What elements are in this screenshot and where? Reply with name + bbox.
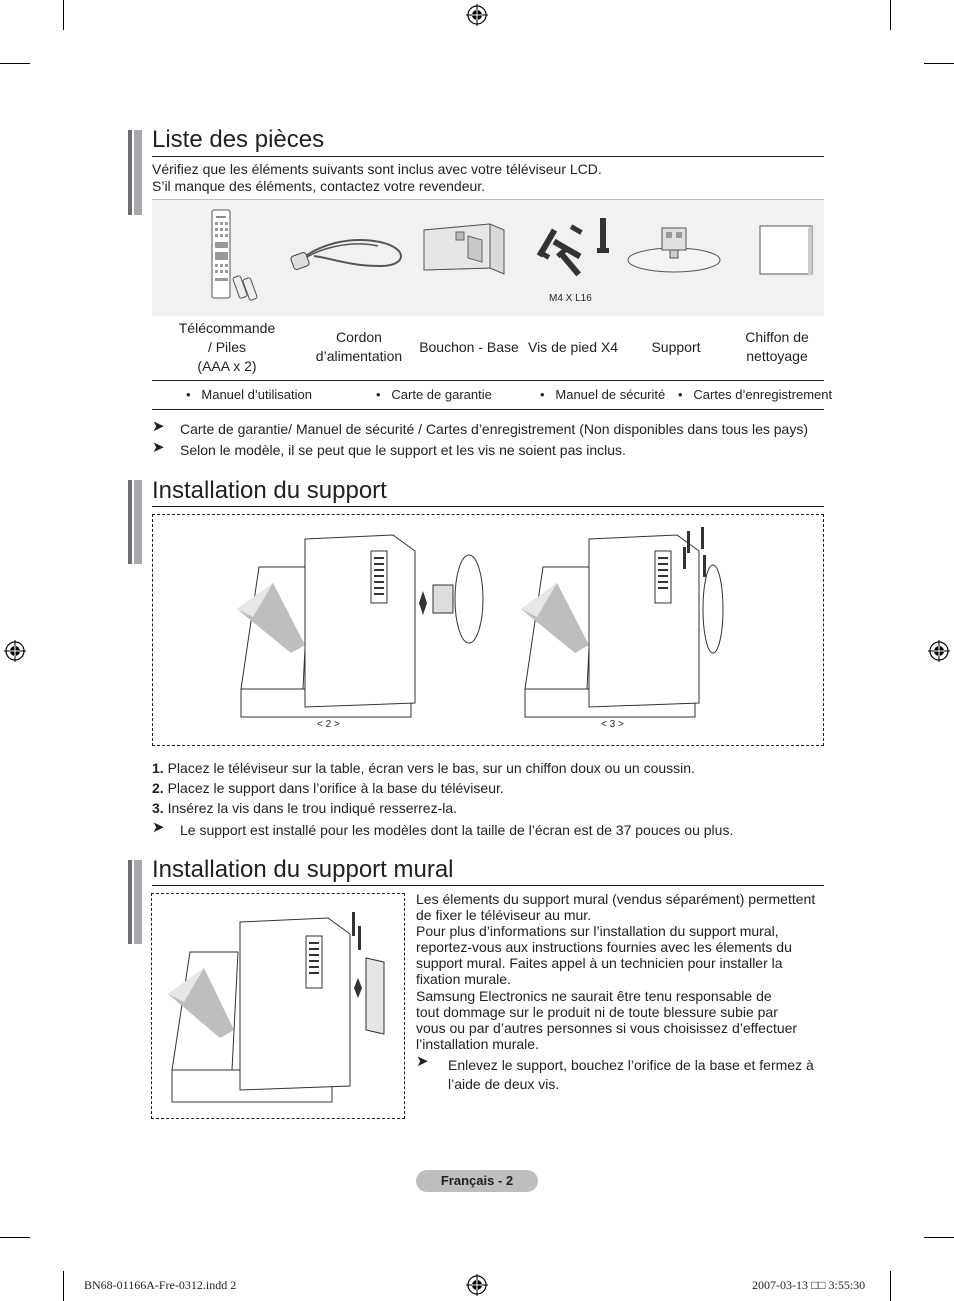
part-label-cleaning-cloth: Chiffon de nettoyage xyxy=(745,329,809,364)
part-label-stand: Support xyxy=(651,339,701,355)
registration-mark-icon xyxy=(466,4,488,26)
crop-mark xyxy=(63,1271,64,1301)
stand-icon xyxy=(626,222,722,276)
list-item: • Carte de garantie xyxy=(376,387,492,402)
remote-control-icon xyxy=(210,208,266,302)
section-marker xyxy=(128,130,144,215)
crop-mark xyxy=(890,0,891,30)
section-rule xyxy=(152,885,824,886)
stand-step3-illustration xyxy=(517,521,787,721)
parts-intro-line: Vérifiez que les éléments suivants sont inclus avec votre téléviseur LCD. xyxy=(152,161,602,177)
part-label-remote: Télécommande / Piles (AAA x 2) xyxy=(178,320,276,374)
crop-mark xyxy=(0,1237,30,1238)
slug-file-name: BN68-01166A-Fre-0312.indd 2 xyxy=(84,1278,237,1292)
wall-paragraph: Les élements du support mural (vendus séparément) permettent de fixer le téléviseur au mur. xyxy=(416,891,816,923)
registration-mark-icon xyxy=(466,1274,488,1296)
wall-paragraph: Samsung Electronics ne saurait être tenu responsable de tout dommage sur le produit ni de toute blessure subie par vous ou par d’autres personnes si vous choisissez d’effectuer l’installation murale. xyxy=(416,988,798,1052)
part-label-screws: Vis de pied X4 xyxy=(527,339,619,355)
note-arrow-icon: ➤ xyxy=(152,418,165,435)
registration-mark-icon xyxy=(4,640,26,662)
section-marker xyxy=(128,480,144,564)
section-title-wall: Installation du support mural xyxy=(152,856,454,883)
wall-figure-frame xyxy=(151,893,405,1119)
documents-list xyxy=(152,380,833,410)
stand-step2-illustration xyxy=(233,525,503,721)
screw-spec-label: M4 X L16 xyxy=(549,293,592,304)
parts-intro-line: S’il manque des éléments, contactez votre revendeur. xyxy=(152,178,486,194)
crop-mark xyxy=(890,1271,891,1301)
note-text: Le support est installé pour les modèles dont la taille de l’écran est de 37 pouces ou plus. xyxy=(180,822,734,838)
registration-mark-icon xyxy=(928,640,950,662)
note-text: Carte de garantie/ Manuel de sécurité / Cartes d’enregistrement (Non disponibles dans tous les pays) xyxy=(180,421,808,437)
step-item: 3. Insérez la vis dans le trou indiqué resserrez-la. xyxy=(152,800,458,816)
note-text: Enlevez le support, bouchez l’orifice de la base et fermez à l’aide de deux vis. xyxy=(448,1057,814,1092)
wall-mount-illustration xyxy=(162,906,398,1106)
section-marker xyxy=(128,860,144,944)
crop-mark xyxy=(0,63,30,64)
section-title-stand: Installation du support xyxy=(152,477,387,504)
note-arrow-icon: ➤ xyxy=(416,1053,429,1070)
list-item: • Cartes d’enregistrement xyxy=(678,387,833,402)
base-cover-icon xyxy=(420,218,508,280)
step-item: 1. Placez le téléviseur sur la table, écran vers le bas, sur un chiffon doux ou un coussin. xyxy=(152,760,695,776)
crop-mark xyxy=(63,0,64,30)
list-item: • Manuel d’utilisation xyxy=(186,387,312,402)
figure-label: < 3 > xyxy=(601,719,624,730)
note-text: Selon le modèle, il se peut que le support et les vis ne soient pas inclus. xyxy=(180,442,626,458)
step-item: 2. Placez le support dans l’orifice à la base du téléviseur. xyxy=(152,780,504,796)
section-rule xyxy=(152,506,824,507)
cleaning-cloth-icon xyxy=(756,222,816,278)
screws-icon xyxy=(536,214,620,286)
wall-paragraph: Pour plus d’informations sur l’installation du support mural, reportez-vous aux instructions fournies avec les élements du support mural. Faites appel à un technicien pour installer la fixation murale. xyxy=(416,923,792,987)
part-label-power-cord: Cordon d’alimentation xyxy=(315,329,403,364)
crop-mark xyxy=(924,1237,954,1238)
section-rule xyxy=(152,156,824,157)
power-cord-icon xyxy=(290,230,412,278)
parts-illustration-panel xyxy=(152,199,824,316)
list-item: • Manuel de sécurité xyxy=(540,387,666,402)
figure-label: < 2 > xyxy=(317,719,340,730)
part-label-base-cover: Bouchon - Base xyxy=(419,339,519,355)
stand-figure-frame xyxy=(152,514,824,746)
slug-timestamp: 2007-03-13 □□ 3:55:30 xyxy=(752,1278,866,1292)
note-arrow-icon: ➤ xyxy=(152,439,165,456)
crop-mark xyxy=(924,63,954,64)
note-arrow-icon: ➤ xyxy=(152,819,165,836)
section-title-parts: Liste des pièces xyxy=(152,126,325,153)
page-number-badge: Français - 2 xyxy=(416,1170,538,1192)
